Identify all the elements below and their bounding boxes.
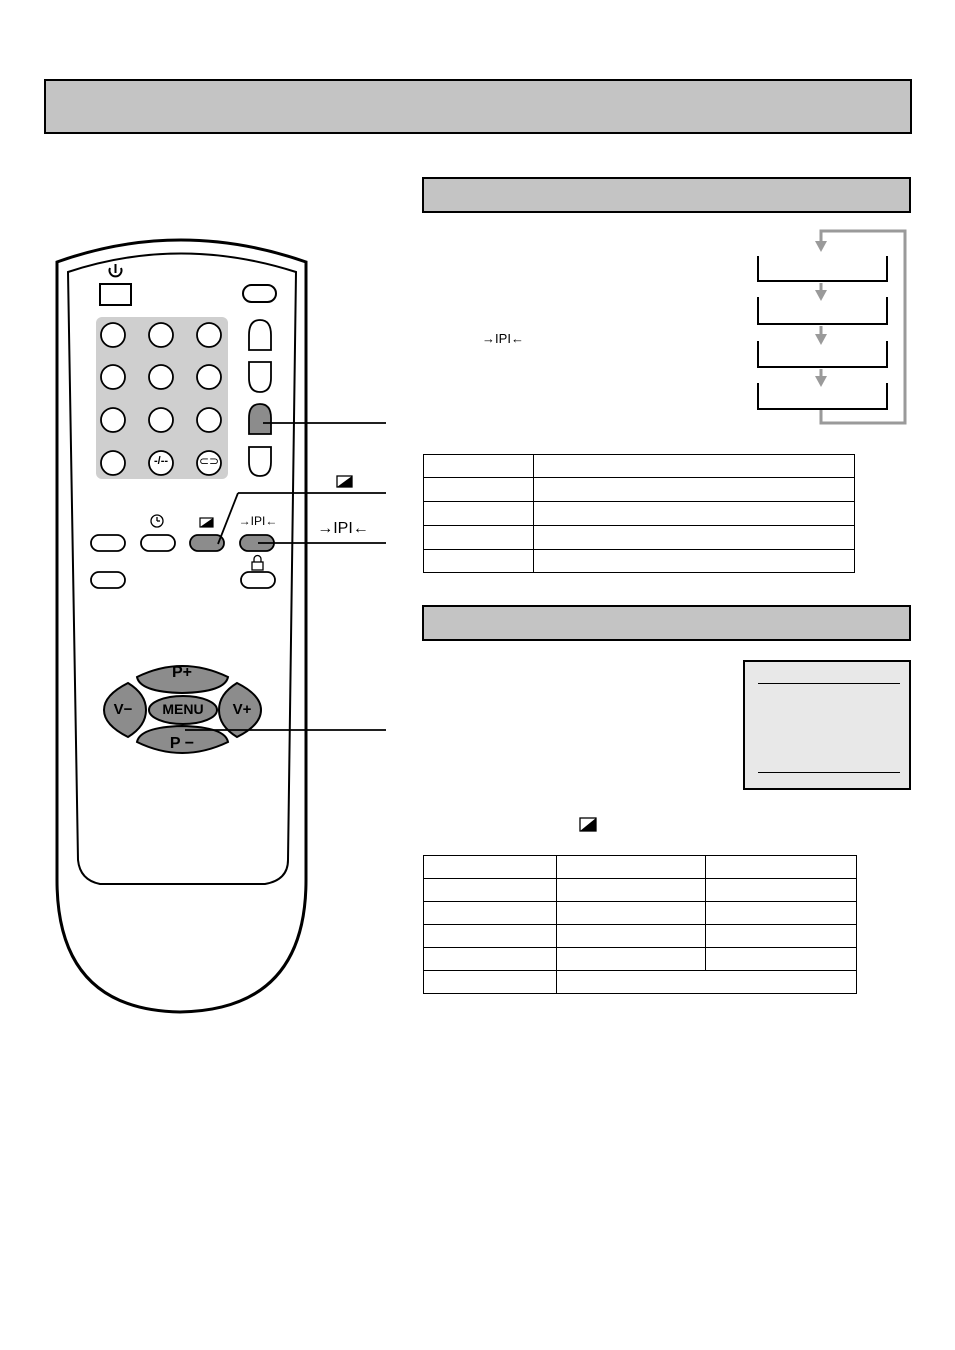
numpad-key [101,408,125,432]
picture-mode-icon [200,518,213,527]
key-right-4 [249,447,271,476]
numpad-key [197,323,221,347]
remote-pp-symbol: →IPI← [238,514,278,528]
power-button [100,284,131,305]
osd-bottom-rule [758,772,900,773]
v-minus-label: V− [113,701,133,718]
button-row-1 [91,535,125,551]
flow-loop [821,231,905,423]
section2-table [423,855,857,994]
numpad-key [149,323,173,347]
numpad-swap-label: ⊂⊃ [198,454,220,468]
key-right-1 [249,320,271,350]
p-plus-label: P+ [171,664,192,681]
lock-button [241,572,275,588]
button-row-2-left [91,572,125,588]
menu-label: MENU [162,701,204,717]
osd-top-rule [758,683,900,684]
timer-button [141,535,175,551]
numpad-key [197,365,221,389]
callout-pp-symbol: →IPI← [317,520,369,537]
numpad-key [149,408,173,432]
p-minus-label: P − [169,735,195,752]
numpad-key [101,323,125,347]
numpad-key [101,451,125,475]
key-right-3-highlighted [249,404,271,434]
numpad-dash-label: -/-- [153,455,169,467]
osd-menu-box [743,660,911,790]
numpad-key [149,365,173,389]
section2-picture-icon [580,818,596,831]
callout-picture-icon [337,476,352,487]
numpad-key [197,408,221,432]
mute-button [243,285,276,302]
v-plus-label: V+ [232,701,252,718]
flow-arrows [815,241,827,387]
key-right-2 [249,362,271,392]
section1-table [423,454,855,573]
numpad-key [101,365,125,389]
section1-pp-symbol: →IPI← [482,331,524,346]
